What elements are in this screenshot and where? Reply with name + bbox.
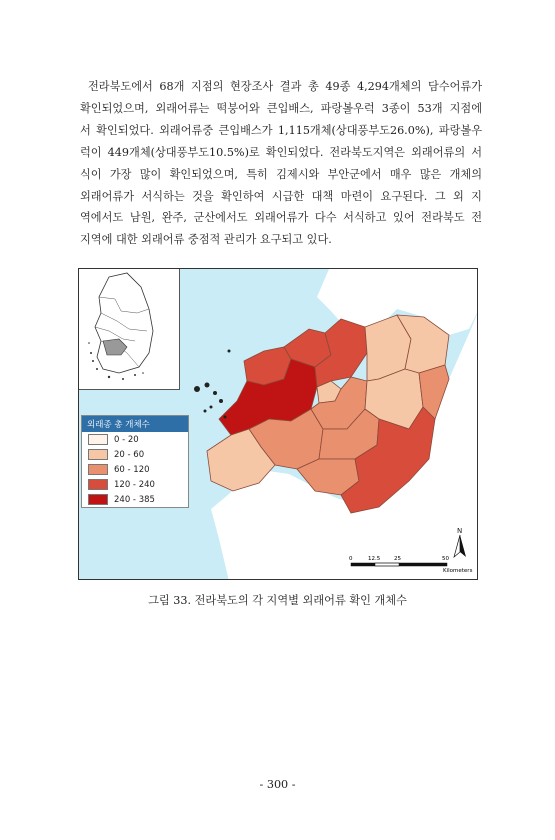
legend-item — [82, 447, 188, 462]
map-legend — [81, 415, 189, 508]
korea-inset-map — [79, 269, 180, 390]
body-line: 식이 가장 많이 확인되었으며, 특히 김제시와 부안군에서 매우 많은 개체의 — [80, 167, 482, 181]
body-paragraph — [80, 76, 482, 251]
map-figure — [78, 268, 478, 580]
island — [224, 416, 227, 419]
scale-bar — [347, 553, 475, 577]
body-line: 럭이 449개체(상대풍부도10.5%)로 확인되었다. 전라북도지역은 외래어류의 서 — [80, 145, 482, 159]
legend-label: 20 - 60 — [114, 449, 145, 460]
body-line: 역에서도 남원, 완주, 군산에서도 외래어류가 다수 서식하고 있어 전라북도 전 — [80, 211, 482, 225]
north-label: N — [457, 527, 463, 535]
scale-tick: 25 — [394, 556, 401, 562]
legend-swatch — [88, 434, 108, 445]
legend-label: 120 - 240 — [114, 479, 155, 490]
figure-caption: 그림 33. 전라북도의 각 지역별 외래어류 확인 개체수 — [148, 594, 407, 607]
legend-item — [82, 462, 188, 477]
legend-swatch — [88, 494, 108, 505]
legend-swatch — [88, 479, 108, 490]
scale-tick: 0 — [349, 556, 353, 562]
scale-tick: 50 — [442, 556, 449, 562]
legend-swatch — [88, 464, 108, 475]
legend-item — [82, 432, 188, 447]
legend-item — [82, 492, 188, 507]
legend-title: 외래종 총 개체수 — [82, 416, 188, 432]
body-line: 지역에 대한 외래어류 중점적 관리가 요구되고 있다. — [80, 233, 332, 247]
body-line: 확인되었으며, 외래어류는 떡붕어와 큰입배스, 파랑볼우럭 3종이 53개 지점에 — [80, 101, 482, 115]
body-line: 서 확인되었다. 외래어류중 큰입배스가 1,115개체(상대풍부도26.0%), 파랑볼우 — [80, 123, 482, 137]
island — [204, 410, 207, 413]
legend-label: 240 - 385 — [114, 494, 155, 505]
island — [210, 406, 213, 409]
island — [213, 391, 217, 395]
island — [205, 383, 210, 388]
korea-outline — [79, 269, 179, 389]
body-line: 전라북도에서 68개 지점의 현장조사 결과 총 49종 4,294개체의 담수어류가 — [88, 80, 482, 93]
scale-tick: 12.5 — [368, 556, 381, 562]
scale-unit: Kilometers — [443, 568, 473, 574]
legend-label: 60 - 120 — [114, 464, 150, 475]
legend-label: 0 - 20 — [114, 434, 139, 445]
island — [228, 350, 231, 353]
legend-item — [82, 477, 188, 492]
island — [219, 399, 223, 403]
island — [194, 386, 200, 392]
page-number: - 300 - — [259, 778, 296, 791]
body-line: 외래어류가 서식하는 것을 확인하여 시급한 대책 마련이 요구된다. 그 외 지 — [80, 189, 482, 203]
legend-swatch — [88, 449, 108, 460]
